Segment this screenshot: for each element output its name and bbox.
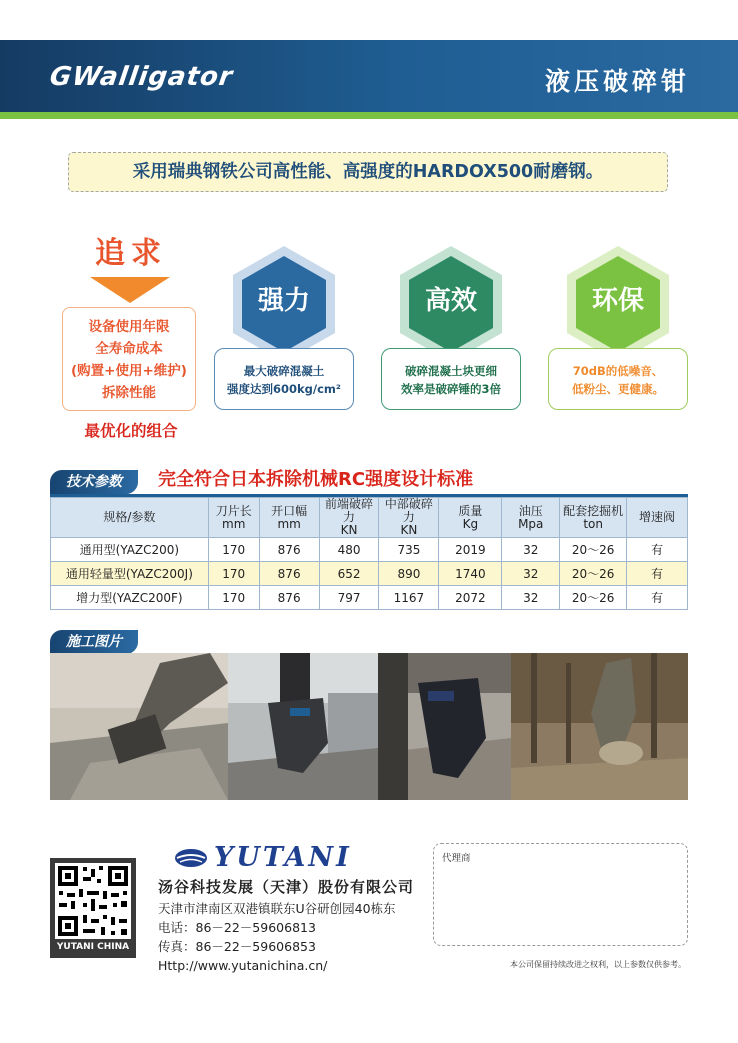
alligator-logo: GWalligator	[47, 62, 235, 92]
construction-photos	[50, 653, 688, 800]
table-cell: 20～26	[560, 586, 627, 610]
table-cell: 有	[627, 538, 688, 562]
slogan-banner: 采用瑞典钢铁公司高性能、高强度的HARDOX500耐磨钢。	[68, 152, 668, 192]
feature-desc-line: 最大破碎混凝土	[243, 364, 325, 378]
table-cell: 有	[627, 586, 688, 610]
table-cell: 170	[208, 586, 259, 610]
feature-strength	[214, 244, 354, 414]
fax: 传真：86－22－59606853	[158, 939, 316, 954]
table-cell: 有	[627, 562, 688, 586]
website-link[interactable]: Http://www.yutanichina.cn/	[158, 958, 328, 973]
feature-label: 高效	[424, 286, 477, 316]
table-cell: 890	[379, 562, 439, 586]
table-cell: 32	[502, 562, 560, 586]
col-header: 规格/参数	[51, 498, 209, 538]
feature-label: 强力	[257, 286, 310, 316]
header-band	[0, 40, 738, 112]
agent-box	[433, 843, 688, 946]
col-header: 质量 Kg	[439, 498, 502, 538]
yutani-emblem-icon	[174, 848, 208, 868]
table-cell: 通用轻量型(YAZC200J)	[51, 562, 209, 586]
table-cell: 876	[259, 562, 319, 586]
spec-headline: 完全符合日本拆除机械RC强度设计标准	[158, 469, 474, 490]
table-cell: 通用型(YAZC200)	[51, 538, 209, 562]
col-header: 开口幅 mm	[259, 498, 319, 538]
pursuit-title: 追求	[95, 236, 167, 271]
table-cell: 735	[379, 538, 439, 562]
feature-desc	[214, 348, 354, 410]
down-arrow-icon	[90, 277, 170, 303]
feature-efficiency	[381, 244, 521, 414]
table-cell: 2019	[439, 538, 502, 562]
table-cell: 1740	[439, 562, 502, 586]
spec-table	[50, 497, 688, 610]
col-header: 配套挖掘机 ton	[560, 498, 627, 538]
construction-photo-3	[378, 653, 511, 800]
table-cell: 20～26	[560, 538, 627, 562]
table-row	[51, 538, 688, 562]
brand-wordmark: YUTANI	[214, 842, 352, 873]
table-cell: 32	[502, 538, 560, 562]
construction-photo-2	[228, 653, 378, 800]
col-header: 刀片长 mm	[208, 498, 259, 538]
qr-caption: YUTANI CHINA	[56, 942, 130, 952]
phone: 电话：86－22－59606813	[158, 920, 316, 935]
yutani-logo	[174, 842, 352, 873]
col-header: 增速阀	[627, 498, 688, 538]
feature-desc	[381, 348, 521, 410]
table-cell: 20～26	[560, 562, 627, 586]
table-cell: 170	[208, 538, 259, 562]
table-row	[51, 586, 688, 610]
table-cell: 2072	[439, 586, 502, 610]
col-header: 前端破碎力 KN	[319, 498, 379, 538]
feature-desc-line: 低粉尘、更健康。	[572, 382, 664, 396]
spec-tab: 技术参数	[50, 470, 138, 494]
pursuit-conclusion: 最优化的组合	[84, 422, 178, 440]
agent-label: 代理商	[442, 853, 471, 864]
feature-eco	[548, 244, 688, 414]
construction-photo-4	[511, 653, 688, 800]
table-row	[51, 562, 688, 586]
feature-desc-line: 强度达到600kg/cm²	[227, 382, 341, 396]
pursuit-item: (购置+使用+维护)	[71, 363, 187, 379]
pursuit-item: 全寿命成本	[95, 341, 163, 357]
table-cell: 170	[208, 562, 259, 586]
table-cell: 增力型(YAZC200F)	[51, 586, 209, 610]
table-cell: 1167	[379, 586, 439, 610]
disclaimer: 本公司保留持续改进之权利，以上参数仅供参考。	[510, 960, 686, 969]
pursuit-item: 设备使用年限	[88, 319, 170, 335]
table-header-row	[51, 498, 688, 538]
col-header: 油压 Mpa	[502, 498, 560, 538]
contact-info	[158, 899, 396, 975]
product-title: 液压破碎钳	[544, 67, 690, 96]
qr-code	[50, 858, 136, 958]
table-cell: 876	[259, 586, 319, 610]
feature-desc-line: 破碎混凝土块更细	[405, 364, 497, 378]
pursuit-item: 拆除性能	[102, 385, 156, 401]
address: 天津市津南区双港镇联东U谷研创园40栋东	[158, 901, 396, 916]
table-cell: 797	[319, 586, 379, 610]
table-cell: 876	[259, 538, 319, 562]
table-cell: 480	[319, 538, 379, 562]
feature-desc-line: 70dB的低噪音、	[572, 364, 664, 378]
table-cell: 652	[319, 562, 379, 586]
company-name: 汤谷科技发展（天津）股份有限公司	[158, 878, 415, 896]
qr-pattern	[55, 863, 131, 939]
construction-photo-1	[50, 653, 228, 800]
accent-bar	[0, 112, 738, 119]
photo-tab: 施工图片	[50, 630, 138, 654]
feature-label: 环保	[591, 286, 644, 316]
col-header: 中部破碎力 KN	[379, 498, 439, 538]
feature-desc	[548, 348, 688, 410]
table-cell: 32	[502, 586, 560, 610]
pursuit-box	[62, 307, 196, 411]
feature-desc-line: 效率是破碎锤的3倍	[400, 382, 501, 396]
